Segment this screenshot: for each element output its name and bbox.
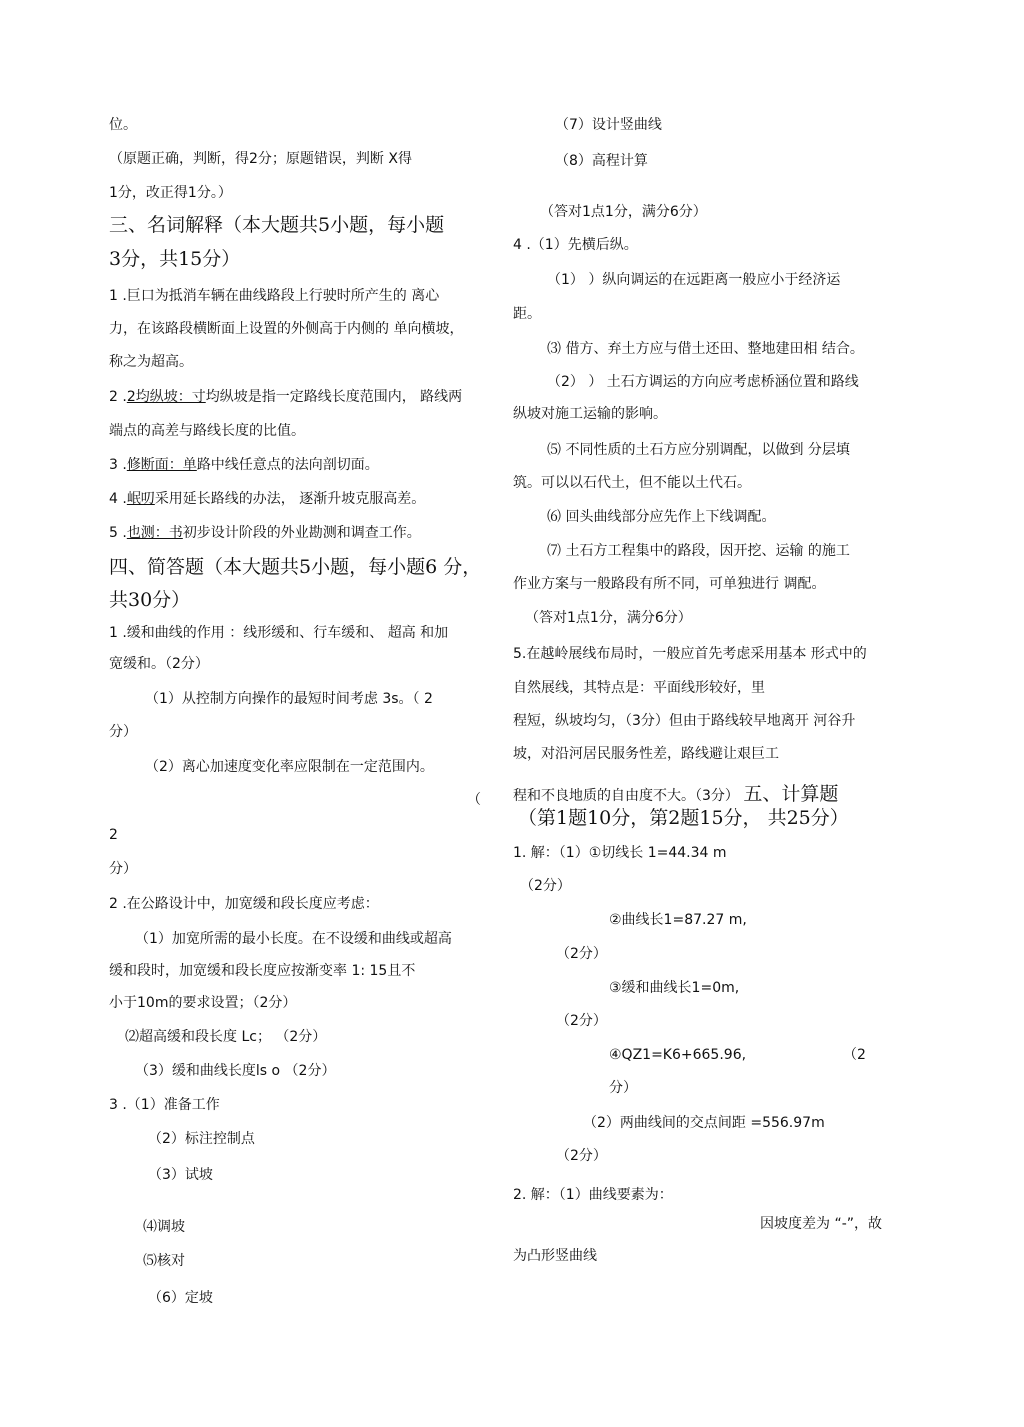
- text-line: 缓和段时，加宽缓和段长度应按渐变率 1: 15且不: [109, 963, 416, 979]
- term: 也测：书: [126, 525, 183, 541]
- text-line: 1分，改正得1分。）: [109, 185, 232, 201]
- term: 2均纵坡：寸: [126, 389, 206, 405]
- text-line: ⑺ 土石方工程集中的路段，因开挖、运输 的施工: [547, 543, 850, 559]
- text-line: 分）: [109, 724, 137, 740]
- item-number: 2 .: [109, 389, 127, 405]
- section-heading: 3分，共15分）: [109, 248, 241, 270]
- text-line: 自然展线，其特点是：平面线形较好，里: [513, 680, 765, 696]
- text-line: 2. 解：（1）曲线要素为：: [513, 1187, 673, 1203]
- text-line: [513, 782, 838, 806]
- text-line: ⑵超高缓和段长度 Lc； （2分）: [125, 1029, 327, 1045]
- item-number: 5 .: [109, 525, 127, 541]
- term: 岷叨: [126, 491, 155, 507]
- text-line: 分）: [109, 861, 137, 877]
- item-number: 4 .: [109, 491, 127, 507]
- text-line: 分）: [609, 1080, 637, 1096]
- section-heading: （第1题10分，第2题15分， 共25分）: [518, 807, 849, 829]
- text-line: 5.在越岭展线布局时，一般应首先考虑采用基本 形式中的: [513, 646, 867, 662]
- text-line: [109, 388, 462, 406]
- text-line: 4 .（1）先横后纵。: [513, 237, 638, 253]
- text-line: （原题正确，判断，得2分；原题错误，判断 X得: [109, 151, 412, 167]
- text-line: 称之为超高。: [109, 354, 193, 370]
- section-heading: 三、名词解释（本大题共5小题，每小题: [109, 214, 445, 236]
- definition: 均纵坡是指一定路线长度范围内， 路线两: [205, 389, 463, 405]
- text-line: （1）加宽所需的最小长度。在不设缓和曲线或超高: [135, 931, 452, 947]
- term: 修断面：单: [126, 457, 197, 473]
- text-line: ③缓和曲线长1=0m,: [609, 980, 740, 996]
- text-line: ⑷调坡: [143, 1219, 185, 1235]
- text-line: （1）从控制方向操作的最短时间考虑 3s。（ 2: [145, 691, 433, 707]
- text-line: 因坡度差为 “-”，故: [760, 1216, 883, 1232]
- definition: 采用延长路线的办法， 逐渐升坡克服高差。: [154, 491, 426, 507]
- section-heading: 共30分）: [109, 589, 191, 611]
- text-line: ⑶ 借方、弃土方应与借土还田、整地建田相 结合。: [547, 341, 864, 357]
- text-line: 宽缓和。（2分）: [109, 656, 209, 672]
- text-line: ②曲线长1=87.27 m,: [609, 912, 747, 928]
- text-line: 2 .在公路设计中，加宽缓和段长度应考虑：: [109, 896, 379, 912]
- text-line: （答对1点1分，满分6分）: [540, 204, 707, 220]
- text-line: 距。: [513, 306, 541, 322]
- item-number: 3 .: [109, 457, 127, 473]
- text-line: 位。: [109, 117, 137, 133]
- text-line: 力，在该路段横断面上设置的外侧高于内侧的 单向横坡，: [109, 321, 464, 337]
- text-line: （答对1点1分，满分6分）: [525, 610, 692, 626]
- text-line: ⑸ 不同性质的土石方应分别调配，以做到 分层填: [547, 442, 850, 458]
- text-line: 纵坡对施工运输的影响。: [513, 406, 667, 422]
- text-line: [109, 524, 421, 542]
- text-line: （2: [843, 1047, 866, 1063]
- text-line: 小于10m的要求设置；（2分）: [109, 995, 297, 1011]
- section-heading: 五、计算题: [743, 783, 839, 805]
- text-line: ⑹ 回头曲线部分应先作上下线调配。: [547, 509, 776, 525]
- text-line: （8）高程计算: [555, 153, 648, 169]
- text-line: [109, 456, 379, 474]
- text-line: 2: [109, 827, 118, 843]
- text-line: 1. 解：（1）①切线长 1=44.34 m: [513, 845, 727, 861]
- text-line: （2） ） 土石方调运的方向应考虑桥涵位置和路线: [547, 374, 859, 390]
- section-heading: 四、简答题（本大题共5小题，每小题6 分，: [109, 556, 482, 578]
- text-line: 程短，纵坡均匀，（3分）但由于路线较早地离开 河谷升: [513, 713, 856, 729]
- text-line: ⑸核对: [143, 1253, 185, 1269]
- text-line: （7）设计竖曲线: [555, 117, 662, 133]
- text-line: （2）离心加速度变化率应限制在一定范围内。: [145, 759, 434, 775]
- text-line: ④QZ1=K6+665.96,: [609, 1047, 747, 1063]
- text-line: （2）标注控制点: [148, 1131, 255, 1147]
- text-line: 作业方案与一般路段有所不同，可单独进行 调配。: [513, 576, 826, 592]
- text-line: （2分）: [556, 946, 607, 962]
- text-line: 坡，对沿河居民服务性差，路线避让艰巨工: [513, 746, 779, 762]
- text-line: （: [467, 792, 481, 808]
- text-line: （2分）: [556, 1148, 607, 1164]
- text-line: （2）两曲线间的交点间距 =556.97m: [583, 1115, 825, 1131]
- text-line: （1） ）纵向调运的在远距离一般应小于经济运: [547, 272, 841, 288]
- text-line: （3）试坡: [148, 1167, 213, 1183]
- text-line: 为凸形竖曲线: [513, 1248, 597, 1264]
- definition: 初步设计阶段的外业勘测和调查工作。: [182, 525, 421, 541]
- text-line: 端点的高差与路线长度的比值。: [109, 423, 305, 439]
- text-line: （3）缓和曲线长度ls o （2分）: [135, 1063, 336, 1079]
- text-line: 1 .缓和曲线的作用 ：线形缓和、行车缓和、 超高 和加: [109, 625, 449, 641]
- text-line: 1 .巨口为抵消车辆在曲线路段上行驶时所产生的 离心: [109, 288, 440, 304]
- text-line: 筑。可以以石代土，但不能以土代石。: [513, 475, 751, 491]
- text-line: （2分）: [556, 1013, 607, 1029]
- text-line: [109, 490, 425, 508]
- text-span: 程和不良地质的自由度不大。（3分）: [513, 788, 739, 804]
- text-line: （2分）: [520, 878, 571, 894]
- text-line: （6）定坡: [148, 1290, 213, 1306]
- text-line: 3 .（1）准备工作: [109, 1097, 220, 1113]
- definition: 路中线任意点的法向剖切面。: [196, 457, 379, 473]
